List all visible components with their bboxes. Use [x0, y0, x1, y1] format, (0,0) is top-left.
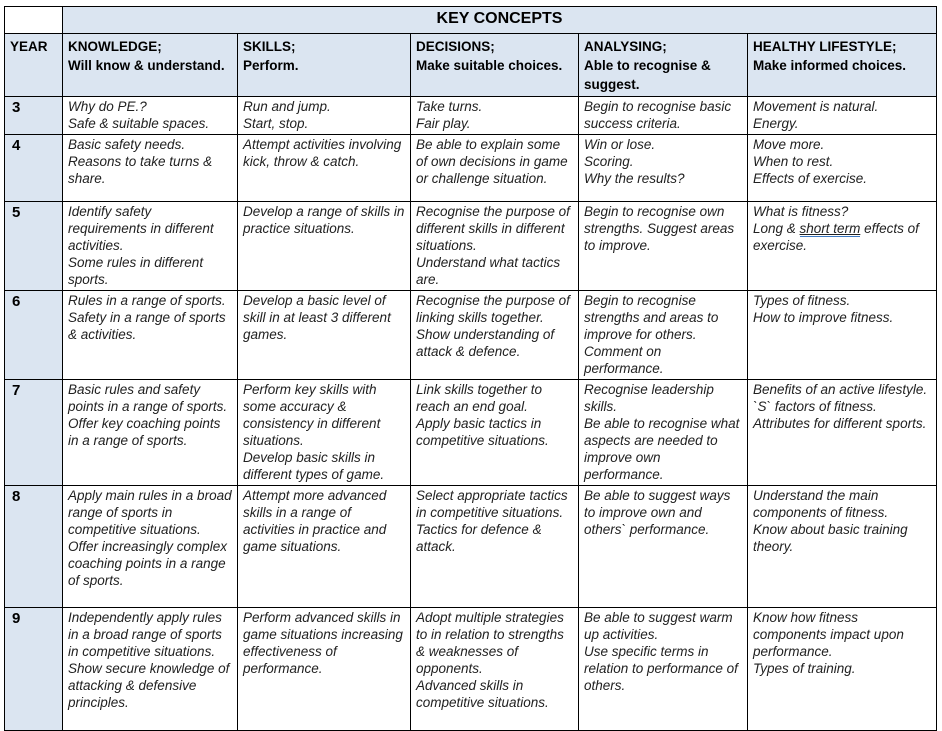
cell-skills-year-4: Attempt activities involving kick, throw & catch. — [238, 135, 411, 202]
year-row-4 — [5, 135, 937, 202]
year-row-5 — [5, 202, 937, 291]
cell-healthy-lifestyle-year-9: Know how fitness components impact upon performance. Types of training. — [748, 608, 937, 731]
column-header-decisions: DECISIONS; Make suitable choices. — [411, 34, 579, 97]
cell-knowledge-year-4: Basic safety needs. Reasons to take turns & share. — [63, 135, 238, 202]
cell-decisions-year-6: Recognise the purpose of linking skills together. Show understanding of attack & defence. — [411, 291, 579, 380]
cell-analysing-year-9: Be able to suggest warm up activities. Use specific terms in relation to performance of others. — [579, 608, 748, 731]
document-page — [4, 6, 937, 731]
year-row-3 — [5, 97, 937, 135]
year-row-6 — [5, 291, 937, 380]
cell-analysing-year-3: Begin to recognise basic success criteria. — [579, 97, 748, 135]
year-label-4: 4 — [5, 135, 63, 202]
year-row-7 — [5, 380, 937, 486]
year-label-7: 7 — [5, 380, 63, 486]
year-label-8: 8 — [5, 486, 63, 608]
year-label-6: 6 — [5, 291, 63, 380]
column-header-analysing: ANALYSING; Able to recognise & suggest. — [579, 34, 748, 97]
cell-healthy-lifestyle-year-8: Understand the main components of fitness. Know about basic training theory. — [748, 486, 937, 608]
header-row — [5, 34, 937, 97]
cell-skills-year-3: Run and jump. Start, stop. — [238, 97, 411, 135]
cell-analysing-year-5: Begin to recognise own strengths. Suggest areas to improve. — [579, 202, 748, 291]
cell-analysing-year-8: Be able to suggest ways to improve own and others` performance. — [579, 486, 748, 608]
cell-healthy-lifestyle-year-4: Move more. When to rest. Effects of exercise. — [748, 135, 937, 202]
short-term-link[interactable]: short term — [799, 221, 861, 236]
cell-knowledge-year-3: Why do PE.? Safe & suitable spaces. — [63, 97, 238, 135]
cell-analysing-year-6: Begin to recognise strengths and areas to improve for others. Comment on performance. — [579, 291, 748, 380]
corner-cell — [5, 7, 63, 34]
cell-skills-year-7: Perform key skills with some accuracy & consistency in different situations. Develop basic skills in different types of game. — [238, 380, 411, 486]
cell-skills-year-9: Perform advanced skills in game situations increasing effectiveness of performance. — [238, 608, 411, 731]
cell-decisions-year-9: Adopt multiple strategies to in relation to strengths & weaknesses of opponents. Advanced skills in competitive situations. — [411, 608, 579, 731]
year-row-9 — [5, 608, 937, 731]
key-concepts-table — [4, 6, 937, 731]
cell-decisions-year-7: Link skills together to reach an end goal. Apply basic tactics in competitive situations. — [411, 380, 579, 486]
table-body — [5, 97, 937, 731]
cell-analysing-year-4: Win or lose. Scoring. Why the results? — [579, 135, 748, 202]
cell-decisions-year-3: Take turns. Fair play. — [411, 97, 579, 135]
cell-knowledge-year-5: Identify safety requirements in different activities. Some rules in different sports. — [63, 202, 238, 291]
cell-knowledge-year-8: Apply main rules in a broad range of sports in competitive situations. Offer increasingly complex coaching points in a range of sports. — [63, 486, 238, 608]
cell-healthy-lifestyle-year-6: Types of fitness. How to improve fitness. — [748, 291, 937, 380]
column-header-healthy-lifestyle: HEALTHY LIFESTYLE; Make informed choices. — [748, 34, 937, 97]
page-title: KEY CONCEPTS — [63, 7, 937, 34]
cell-decisions-year-8: Select appropriate tactics in competitive situations. Tactics for defence & attack. — [411, 486, 579, 608]
year-row-8 — [5, 486, 937, 608]
cell-healthy-lifestyle-year-5: What is fitness? Long & short term effects of exercise. — [748, 202, 937, 291]
cell-decisions-year-4: Be able to explain some of own decisions in game or challenge situation. — [411, 135, 579, 202]
cell-knowledge-year-9: Independently apply rules in a broad range of sports in competitive situations. Show secure knowledge of attacking & defensive principles. — [63, 608, 238, 731]
title-row — [5, 7, 937, 34]
year-label-9: 9 — [5, 608, 63, 731]
cell-analysing-year-7: Recognise leadership skills. Be able to recognise what aspects are needed to improve own performance. — [579, 380, 748, 486]
year-label-5: 5 — [5, 202, 63, 291]
column-header-knowledge: KNOWLEDGE; Will know & understand. — [63, 34, 238, 97]
cell-knowledge-year-6: Rules in a range of sports. Safety in a range of sports & activities. — [63, 291, 238, 380]
cell-decisions-year-5: Recognise the purpose of different skills in different situations. Understand what tactics are. — [411, 202, 579, 291]
year-label-3: 3 — [5, 97, 63, 135]
column-header-year: YEAR — [5, 34, 63, 97]
cell-knowledge-year-7: Basic rules and safety points in a range of sports. Offer key coaching points in a range of sports. — [63, 380, 238, 486]
cell-skills-year-6: Develop a basic level of skill in at least 3 different games. — [238, 291, 411, 380]
column-header-skills: SKILLS; Perform. — [238, 34, 411, 97]
cell-healthy-lifestyle-year-3: Movement is natural. Energy. — [748, 97, 937, 135]
cell-healthy-lifestyle-year-7: Benefits of an active lifestyle. `S` factors of fitness. Attributes for different sports. — [748, 380, 937, 486]
cell-skills-year-5: Develop a range of skills in practice situations. — [238, 202, 411, 291]
cell-skills-year-8: Attempt more advanced skills in a range of activities in practice and game situations. — [238, 486, 411, 608]
